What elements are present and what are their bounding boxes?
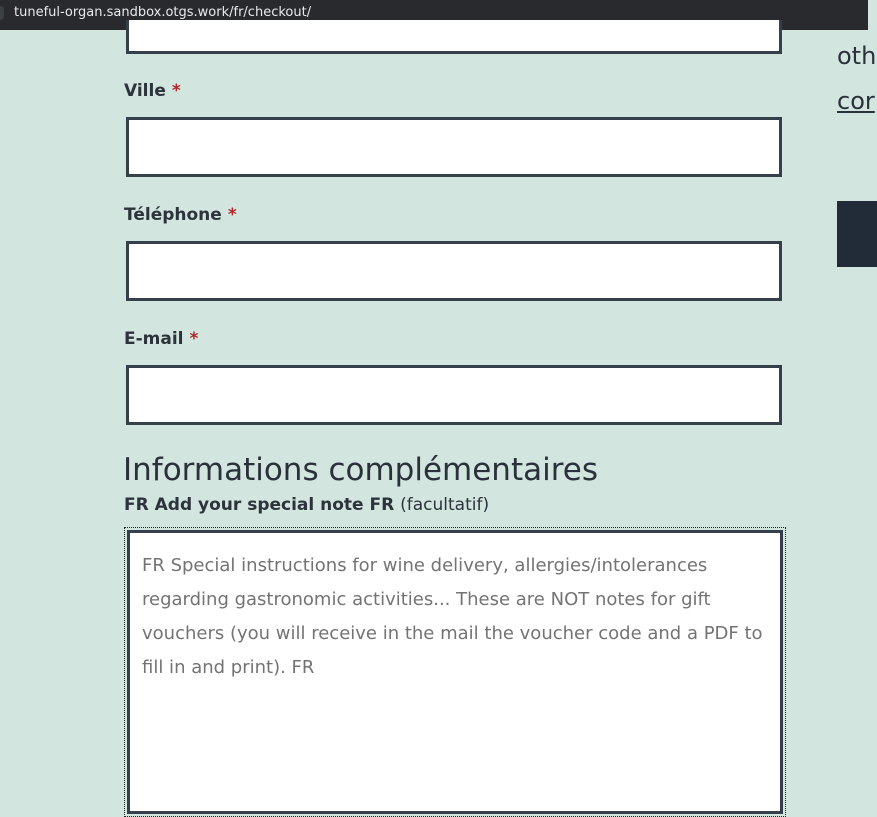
previous-field-input[interactable] bbox=[126, 20, 782, 54]
city-label: Ville * bbox=[124, 81, 181, 101]
required-mark: * bbox=[171, 81, 181, 101]
phone-input[interactable] bbox=[126, 241, 782, 301]
sidebar-button[interactable] bbox=[837, 201, 877, 267]
order-note-label: FR Add your special note FR (facultatif) bbox=[124, 495, 490, 515]
additional-info-title: Informations complémentaires bbox=[123, 452, 598, 488]
email-label: E-mail * bbox=[124, 329, 199, 349]
order-note-focus-ring bbox=[124, 527, 786, 817]
sidebar-link[interactable]: cor bbox=[837, 87, 875, 115]
required-mark: * bbox=[227, 205, 237, 225]
city-input[interactable] bbox=[126, 117, 782, 177]
phone-label: Téléphone * bbox=[124, 205, 237, 225]
order-note-textarea[interactable] bbox=[127, 530, 783, 814]
email-input[interactable] bbox=[126, 365, 782, 425]
order-note-placeholder: FR Special instructions for wine delivery, allergies/intolerances regarding gastronomic activities... These are NOT notes for gift vouchers (you will receive in the mail the voucher code and a PDF to fill in and print). FR bbox=[142, 555, 763, 678]
sidebar-text: oth bbox=[837, 42, 877, 70]
optional-tag: (facultatif) bbox=[400, 495, 490, 515]
required-mark: * bbox=[189, 329, 199, 349]
site-info-icon[interactable] bbox=[0, 6, 4, 20]
url-text: tuneful-organ.sandbox.otgs.work/fr/checkout/ bbox=[14, 5, 312, 20]
